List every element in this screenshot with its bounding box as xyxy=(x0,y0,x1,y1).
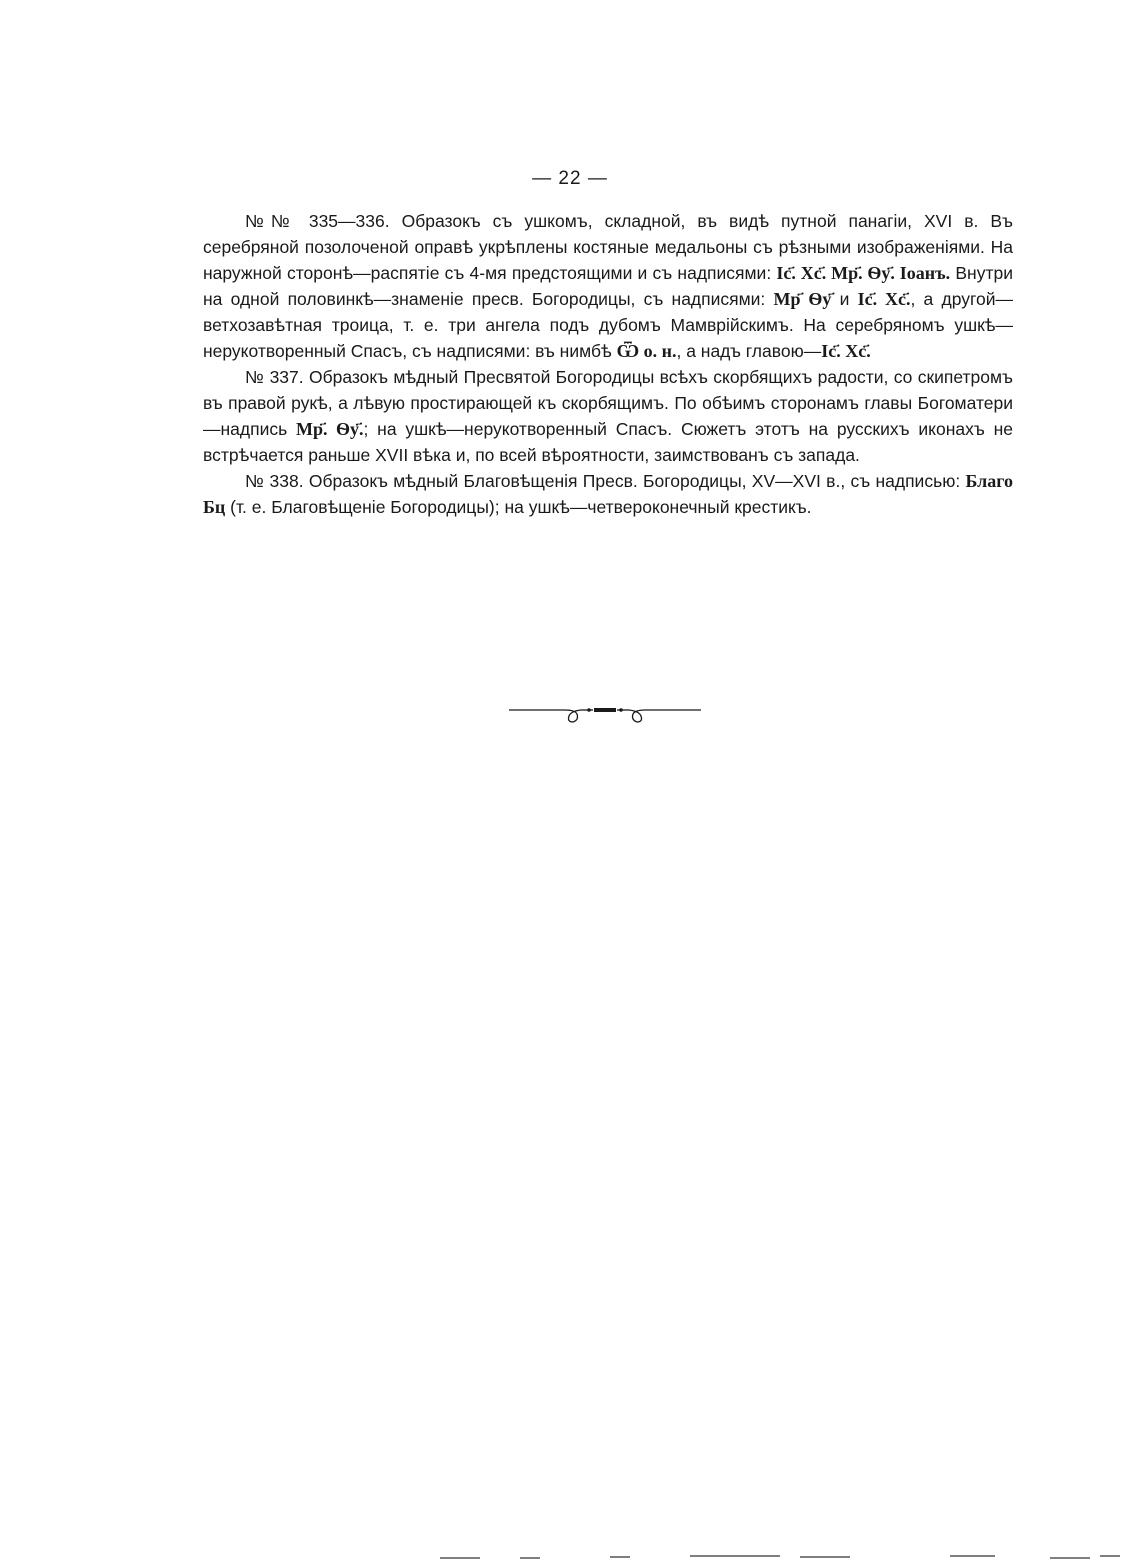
slavonic-inscription: Іс҃. Хс҃. xyxy=(857,289,911,309)
entry-338: № 338. Образокъ мѣдный Благовѣщенія Пресв. Богородицы, XV—XVI в., съ надписью: Благо Бц (т. е. Благовѣщеніе Богородицы); на ушкѣ—четвероконечный крестикъ. xyxy=(203,471,1013,517)
fleuron-divider-icon xyxy=(505,698,705,728)
slavonic-inscription: Іс҃. Хс҃. xyxy=(821,341,871,361)
slavonic-inscription: Мр҃. Ѳу҃. xyxy=(296,419,364,439)
slavonic-inscription: Ѿ о. н. xyxy=(616,341,677,361)
entry-335-336: №№ 335—336. Образокъ съ ушкомъ, складной, въ видѣ путной панагіи, XVI в. Въ серебряной позолоченой оправѣ укрѣплены костяные медальоны съ рѣзными изображеніями. На наружной сторонѣ—распятіе съ 4-мя предстоящими и съ надписями: Іс҃. Хс҃. Мр҃. Ѳу҃. Іоанъ. Внутри на одной половинкѣ—знаменіе пресв. Богородицы, съ надписями: Мр҃ Ѳу҃ и Іс҃. Хс҃., а другой—ветхозавѣтная троица, т. е. три ангела подъ дубомъ Мамврійскимъ. На серебряномъ ушкѣ—нерукотворенный Спасъ, съ надписями: въ нимбѣ Ѿ о. н., а надъ главою—Іс҃. Хс҃. xyxy=(203,211,1013,361)
scan-edge-artifact xyxy=(0,1552,1140,1566)
page-number: — 22 — xyxy=(532,168,608,189)
slavonic-inscription: Мр҃ Ѳу҃ xyxy=(773,289,832,309)
catalog-entries xyxy=(203,208,1013,520)
slavonic-inscription: Іс҃. Хс҃. Мр҃. Ѳу҃. Іоанъ. xyxy=(776,263,951,283)
entry-337: № 337. Образокъ мѣдный Пресвятой Богородицы всѣхъ скорбящихъ радости, со скипетромъ въ правой рукѣ, а лѣвую простирающей къ скорбящимъ. По обѣимъ сторонамъ главы Богоматери—надпись Мр҃. Ѳу҃.; на ушкѣ—нерукотворенный Спасъ. Сюжетъ этотъ на русскихъ иконахъ не встрѣчается раньше XVII вѣка и, по всей вѣроятности, заимствованъ съ запада. xyxy=(203,367,1013,465)
slavonic-inscription: Благо Бц xyxy=(203,471,1013,517)
